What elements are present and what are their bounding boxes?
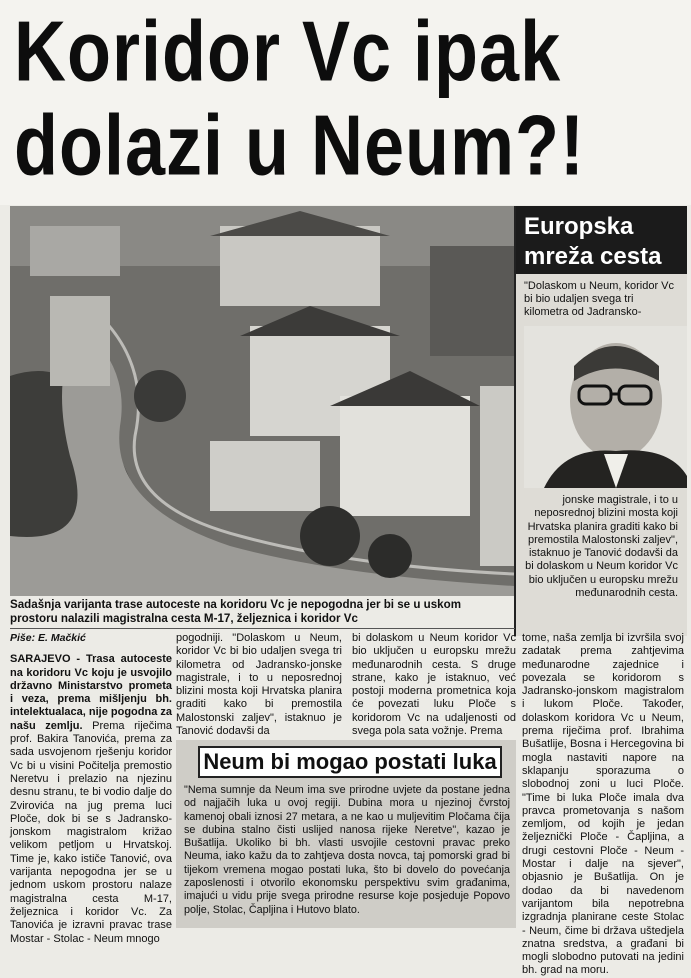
article-lead: SARAJEVO - Trasa autoceste na koridoru Vc koju je usvojilo državno Ministarstvo prometa i veza, prema mišljenju bh. intelektualaca, nije pogodna za našu zemlju. — [10, 653, 172, 732]
town-photo-image — [10, 206, 514, 596]
sidebar-title: Europska mreža cesta — [516, 206, 687, 274]
article-column-3: bi dolaskom u Neum koridor Vc bio uključen u europsku mrežu međunarodnih cesta. S druge strane, kako je istaknuo, već postoji moderna prometnica koja će povezati luku Ploče s koridorom Vc na udaljenosti od svega pola sata vožnje. Prema — [352, 632, 516, 738]
headline-area — [0, 0, 691, 205]
portrait-photo — [524, 326, 687, 488]
town-photo — [10, 206, 514, 596]
sidebar-quote-top: "Dolaskom u Neum, koridor Vc bi bio udaljen svega tri kilometra od Jadransko- — [524, 280, 675, 318]
article-col1-body: Prema riječima prof. Bakira Tanovića, prema za sada usvojenom rješenju koridor Vc bi u visini Počitelja premostio Neretvu i prelazio na njezinu desnu stranu, te bi vodio dalje do Zvirovića na jug prema luci Ploče, dok bi se s Jadransko-jonskom magistralom križao velikom petljom u Hrvatskoj. Time je, kako ističe Tanović, ova varijanta nepogodna jer se u jednom uskom prostoru nalaze magistralna cesta M-17, željeznica i koridor Vc. Za Tanovića je izravni pravac trase Mostar - Stolac - Neum mnogo — [10, 719, 172, 945]
byline: Piše: E. Mačkić — [10, 632, 86, 644]
headline-line-2: dolazi u Neum?! — [14, 99, 585, 194]
inset-box-text: "Nema sumnje da Neum ima sve prirodne uvjete da postane jedna od najjačih luka u ovoj regiji. Dubina mora u njezinoj čvrstoj kamenoj obali iznosi 27 metara, a ne kao u muljevitim Pločama čija se dubina stalno čisti uslijed nanosa rijeke Neretve", kazao je Bušatlija. Ukoliko bi bh. vlasti usvojile cestovni pravac preko Neuma, iako kažu da to zahtjeva dosta novca, taj pomorski grad bi tijekom vremena mogao postati luka, što bi dovelo do povećanja zaposlenosti i otvorilo ekonomsku perspektivu svim građanima, imajući u vidu prije svega prirodne resurse koje posjeduje Popovo polje, Stolac, Čapljina i Hutovo blato. — [184, 784, 510, 916]
photo-caption: Sadašnja varijanta trase autoceste na koridoru Vc je nepogodna jer bi se u uskom prostoru nalazili magistralna cesta M-17, željeznica i koridor Vc — [10, 598, 462, 625]
headline-line-1: Koridor Vc ipak — [14, 5, 562, 100]
sidebar-quote-bottom: jonske magistrale, i to u neposrednoj blizini mosta koji Hrvatska planira graditi kako bi premostila Malostonski zaljev", istaknuo je Tanović dodavši da bi dolaskom u Neum koridor Vc bio uključen u europsku mrežu međunarodnih cesta. — [525, 494, 678, 600]
inset-box — [176, 740, 516, 928]
inset-box-title: Neum bi mogao postati luka — [198, 746, 502, 778]
portrait-image — [524, 326, 687, 488]
article-column-1 — [10, 632, 172, 946]
caption-rule — [10, 628, 515, 629]
article-column-4: tome, naša zemlja bi izvršila svoj zadatak prema zahtjevima međunarodne zajednice i povezala se koridorom s Jadransko-jonskom magistralom i lukom Ploče. Također, dolaskom koridora Vc u Neum, prema riječima prof. Ibrahima Bušatlije, Bosna i Hercegovina bi mogla nastaviti napore na sklapanju sporazuma o slobodnoj zoni u luci Ploče. "Time bi luka Ploče imala dva pravca prometovanja s našom zemljom, od kojih je jedan željeznički Ploče - Čapljina, a drugi cestovni Ploče - Neum - Mostar i dalje na sjever", objasnio je Bušatlija. On je dodao da bi navedenom varijantom bila nepotrebna izgradnja planirane ceste Stolac - Neum, čime bi država uštedjela znatna sredstva, a građani bi mogli slobodno putovati na jedini bh. grad na moru. — [522, 632, 684, 977]
article-column-2: pogodniji. "Dolaskom u Neum, koridor Vc bi bio udaljen svega tri kilometra od Jadransko-jonske magistrale, i to u neposrednoj blizini mosta koji Hrvatska planira graditi kako bi premostila Malostonski zaljev", istaknuo je Tanović dodavši da — [176, 632, 342, 738]
sidebar-box — [514, 206, 687, 636]
